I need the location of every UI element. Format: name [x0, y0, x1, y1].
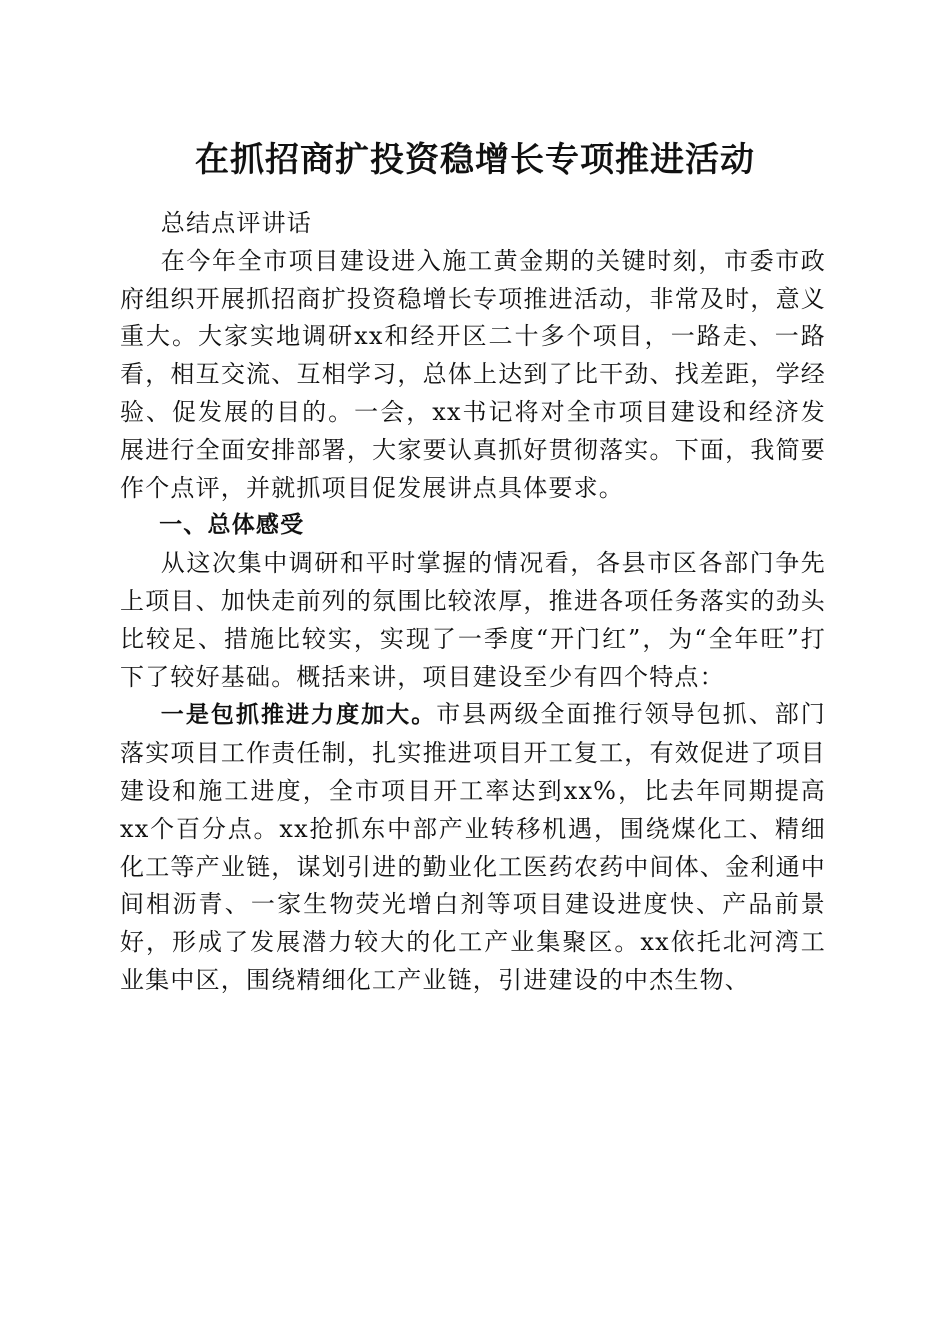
paragraph-point-one — [120, 696, 826, 999]
section-heading-overall: 一、总体感受 — [159, 512, 305, 539]
paragraph-intro: 在今年全市项目建设进入施工黄金期的关键时刻，市委市政府组织开展抓招商扩投资稳增长专项推进活动，非常及时，意义重大。大家实地调研xx和经开区二十多个项目，一路走、一路看，相互交流、互相学习，总体上达到了比干劲、找差距，学经验、促发展的目的。一会，xx书记将对全市项目建设和经济发展进行全面安排部署，大家要认真抓好贯彻落实。下面，我简要作个点评，并就抓项目促发展讲点具体要求。 — [120, 246, 826, 502]
document-subtitle: 总结点评讲话 — [160, 209, 312, 237]
point-one-lead: 一是包抓推进力度加大。 — [160, 702, 437, 729]
document-title: 在抓招商扩投资稳增长专项推进活动 — [195, 140, 755, 180]
paragraph-overview: 从这次集中调研和平时掌握的情况看，各县市区各部门争先上项目、加快走前列的氛围比较浓厚，推进各项任务落实的劲头比较足、措施比较实，实现了一季度“开门红”，为“全年旺”打下了较好基础。概括来讲，项目建设至少有四个特点： — [120, 549, 826, 691]
document-body — [120, 205, 826, 1000]
point-one-body: 市县两级全面推行领导包抓、部门落实项目工作责任制，扎实推进项目开工复工，有效促进了项目建设和施工进度，全市项目开工率达到xx%，比去年同期提高xx个百分点。xx抢抓东中部产业转移机遇，围绕煤化工、精细化工等产业链，谋划引进的勤业化工医药农药中间体、金利通中间相沥青、一家生物荧光增白剂等项目建设进度快、产品前景好，形成了发展潜力较大的化工产业集聚区。xx依托北河湾工业集中区，围绕精细化工产业链，引进建设的中杰生物、 — [120, 700, 827, 994]
